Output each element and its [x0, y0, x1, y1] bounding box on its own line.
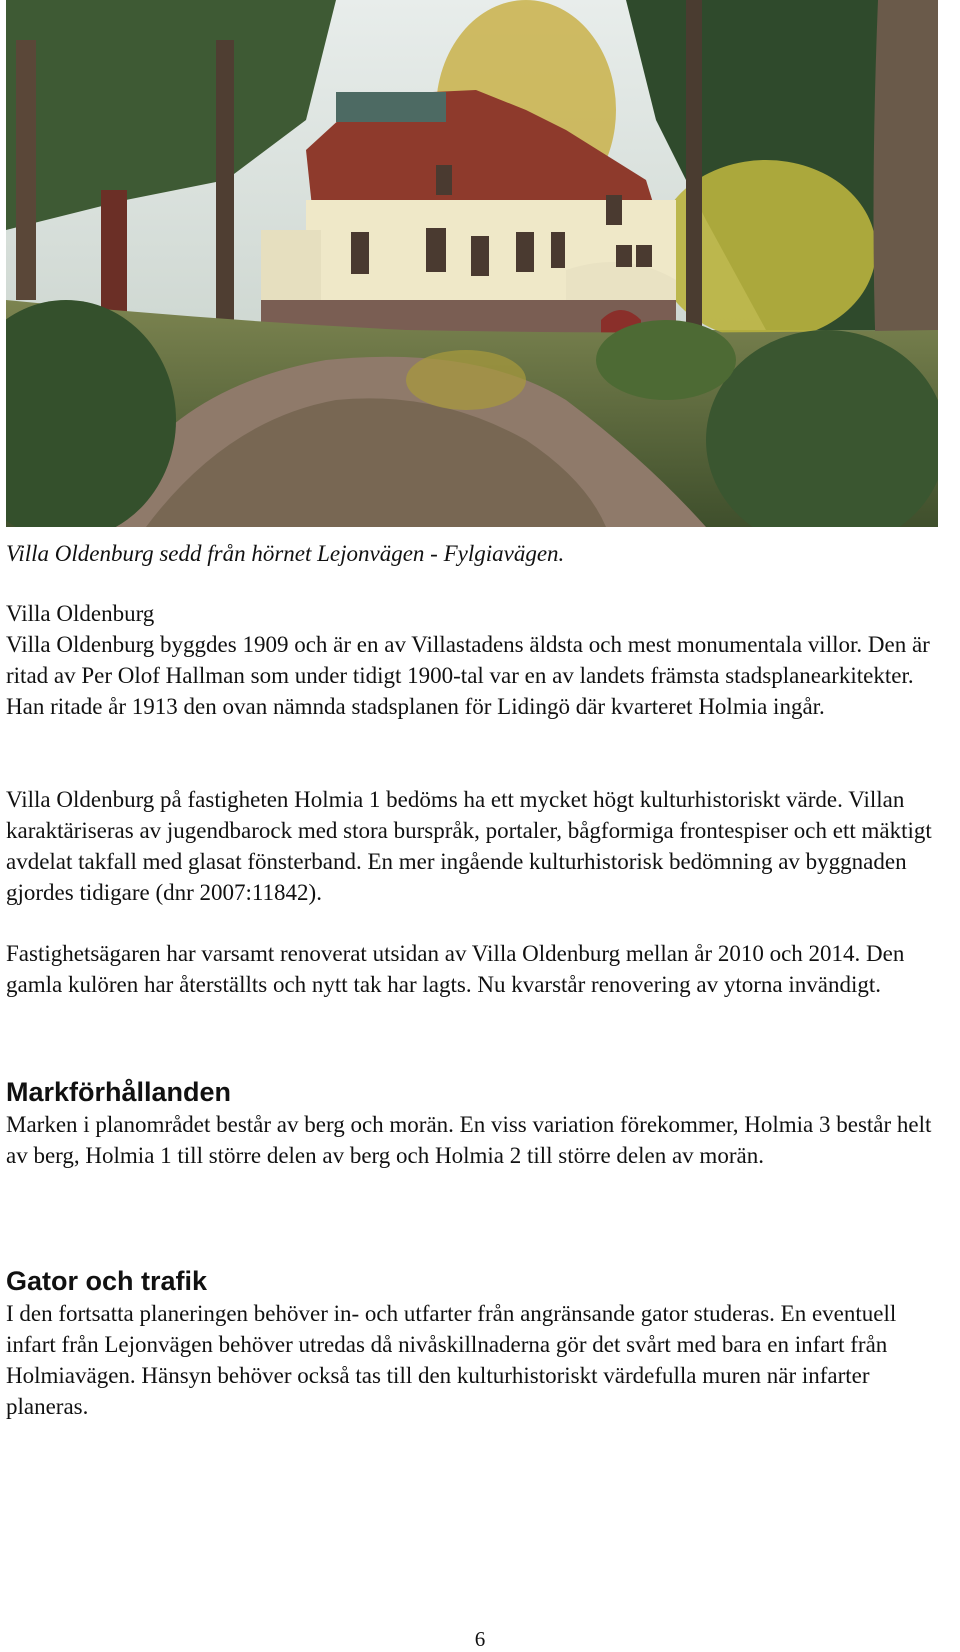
- paragraph: Villa Oldenburg byggdes 1909 och är en av Villastadens äldsta och mest monumentala villor. Den är ritad av Per Olof Hallman som under tidigt 1900-tal var en av landets främsta stadsplanearkitekter. Han ritade år 1913 den ovan nämnda stadsplanen för Lidingö där kvarteret Holmia ingår.: [6, 632, 930, 719]
- section-heading: Markförhållanden: [6, 1077, 232, 1107]
- section-markforhallanden: [6, 1075, 946, 1171]
- trunk-left: [216, 40, 234, 340]
- villa-photo: [6, 0, 938, 527]
- section-villa-oldenburg: [6, 598, 946, 722]
- paragraph: Villa Oldenburg på fastigheten Holmia 1 bedöms ha ett mycket högt kulturhistoriskt värde. Villan karaktäriseras av jugendbarock med stora burspråk, portaler, bågformiga frontespiser och ett mäktigt avdelat takfall med glasat fönsterband. En mer ingående kulturhistorisk bedömning av byggnaden gjordes tidigare (dnr 2007:11842).: [6, 787, 932, 905]
- section-heading: Gator och trafik: [6, 1266, 208, 1296]
- villa-photo-illustration: [6, 0, 938, 527]
- paragraph: I den fortsatta planeringen behöver in- och utfarter från angränsande gator studeras. En eventuell infart från Lejonvägen behöver utredas då nivåskillnaderna gör det svårt med bara en infart från Holmiavägen. Hänsyn behöver också tas till den kulturhistoriskt värdefulla muren när infarter planeras.: [6, 1301, 897, 1419]
- section-villa-renovation: [6, 938, 946, 1000]
- section-gator-och-trafik: [6, 1264, 946, 1422]
- photo-caption: Villa Oldenburg sedd från hörnet Lejonvägen - Fylgiavägen.: [6, 541, 565, 566]
- section-villa-value: [6, 784, 946, 908]
- paragraph: Marken i planområdet består av berg och morän. En viss variation förekommer, Holmia 3 består helt av berg, Holmia 1 till större delen av berg och Holmia 2 till större delen av morän.: [6, 1112, 932, 1168]
- paragraph: Fastighetsägaren har varsamt renoverat utsidan av Villa Oldenburg mellan år 2010 och 2014. Den gamla kulören har återställts och nytt tak har lagts. Nu kvarstår renovering av ytorna invändigt.: [6, 941, 905, 997]
- page-number: 6: [474, 1627, 486, 1651]
- section-subtitle: Villa Oldenburg: [6, 601, 155, 626]
